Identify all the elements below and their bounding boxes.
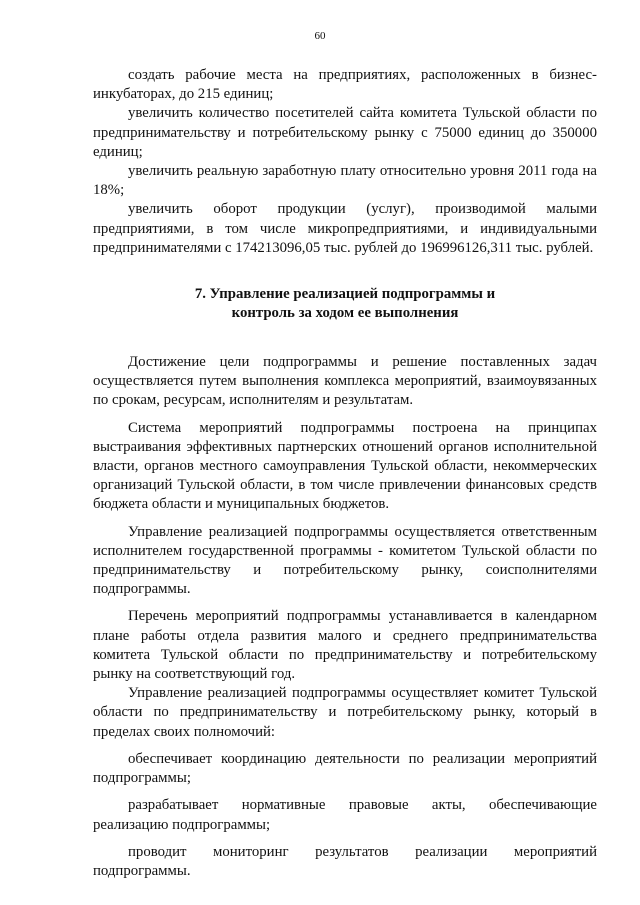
document-body: [93, 66, 597, 881]
section-title-line-1: 7. Управление реализацией подпрограммы и: [194, 286, 496, 303]
goal-item-site-visitors: увеличить количество посетителей сайта комитета Тульской области по предпринимательству и потребительскому рынку с 75000 единиц до 350000 единиц;: [93, 105, 597, 160]
duty-monitoring: проводит мониторинг результатов реализации мероприятий подпрограммы.: [93, 843, 597, 879]
goal-item-workplaces: создать рабочие места на предприятиях, расположенных в бизнес-инкубаторах, до 215 единиц;: [93, 67, 597, 103]
paragraph-goal-achievement: Достижение цели подпрограммы и решение поставленных задач осуществляется путем выполнения комплекса мероприятий, взаимоувязанных по срокам, ресурсам, исполнителям и результатам.: [93, 354, 597, 409]
goal-item-turnover: увеличить оборот продукции (услуг), производимой малыми предприятиями, в том числе микропредприятиями, и индивидуальными предпринимателями с 174213096,05 тыс. рублей до 196996126,311 тыс. рублей.: [93, 201, 597, 256]
section-title-line-2: контроль за ходом ее выполнения: [231, 305, 459, 322]
paragraph-committee-powers: Управление реализацией подпрограммы осуществляет комитет Тульской области по предпринимательству и потребительскому рынку, который в пределах своих полномочий:: [93, 685, 597, 740]
section-heading: [93, 285, 597, 323]
paragraph-measures-list: Перечень мероприятий подпрограммы устанавливается в календарном плане работы отдела развития малого и среднего предпринимательства комитета Тульской области по предпринимательству и потребительскому рынку на соответствующий год.: [93, 608, 597, 683]
duty-regulations: разрабатывает нормативные правовые акты, обеспечивающие реализацию подпрограммы;: [93, 797, 597, 833]
page-number: 60: [314, 30, 326, 42]
goal-item-salary: увеличить реальную заработную плату относительно уровня 2011 года на 18%;: [93, 163, 597, 199]
paragraph-management: Управление реализацией подпрограммы осуществляется ответственным исполнителем государственной программы - комитетом Тульской области по предпринимательству и потребительскому рынку, соисполнителями подпрограммы.: [93, 523, 597, 598]
duty-coordination: обеспечивает координацию деятельности по реализации мероприятий подпрограммы;: [93, 750, 597, 787]
paragraph-measures-system: Система мероприятий подпрограммы построена на принципах выстраивания эффективных партнерских отношений органов исполнительной власти, органов местного самоуправления Тульской области, некоммерческих организаций Тульской области, в том числе привлечении финансовых средств бюджета области и муниципальных бюджетов.: [93, 419, 597, 513]
